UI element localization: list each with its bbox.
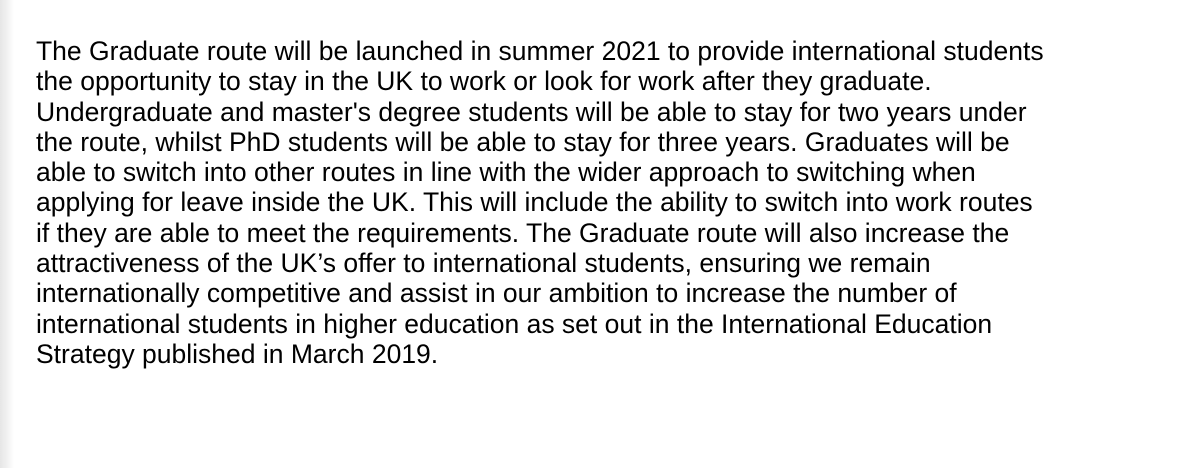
paragraph-line: the opportunity to stay in the UK to work or look for work after they graduate. bbox=[36, 66, 932, 97]
paragraph-line: attractiveness of the UK’s offer to international students, ensuring we remain bbox=[36, 248, 931, 279]
paragraph-line: the route, whilst PhD students will be able to stay for three years. Graduates will be bbox=[36, 126, 1010, 157]
paragraph-line: if they are able to meet the requirements. The Graduate route will also increase the bbox=[36, 217, 1010, 248]
page-edge-shadow bbox=[0, 0, 14, 468]
paragraph-line: Strategy published in March 2019. bbox=[36, 338, 439, 369]
paragraph-line: Undergraduate and master's degree students will be able to stay for two years under bbox=[36, 96, 1027, 127]
paragraph-line: able to switch into other routes in line with the wider approach to switching when bbox=[36, 157, 976, 188]
document-page bbox=[36, 36, 1186, 369]
paragraph-line: The Graduate route will be launched in summer 2021 to provide international students bbox=[36, 36, 1044, 66]
paragraph-line: internationally competitive and assist in our ambition to increase the number of bbox=[36, 278, 957, 309]
paragraph-line: international students in higher education as set out in the International Education bbox=[36, 308, 993, 339]
paragraph-line: applying for leave inside the UK. This will include the ability to switch into work routes bbox=[36, 187, 1033, 218]
body-paragraph bbox=[36, 36, 1186, 369]
